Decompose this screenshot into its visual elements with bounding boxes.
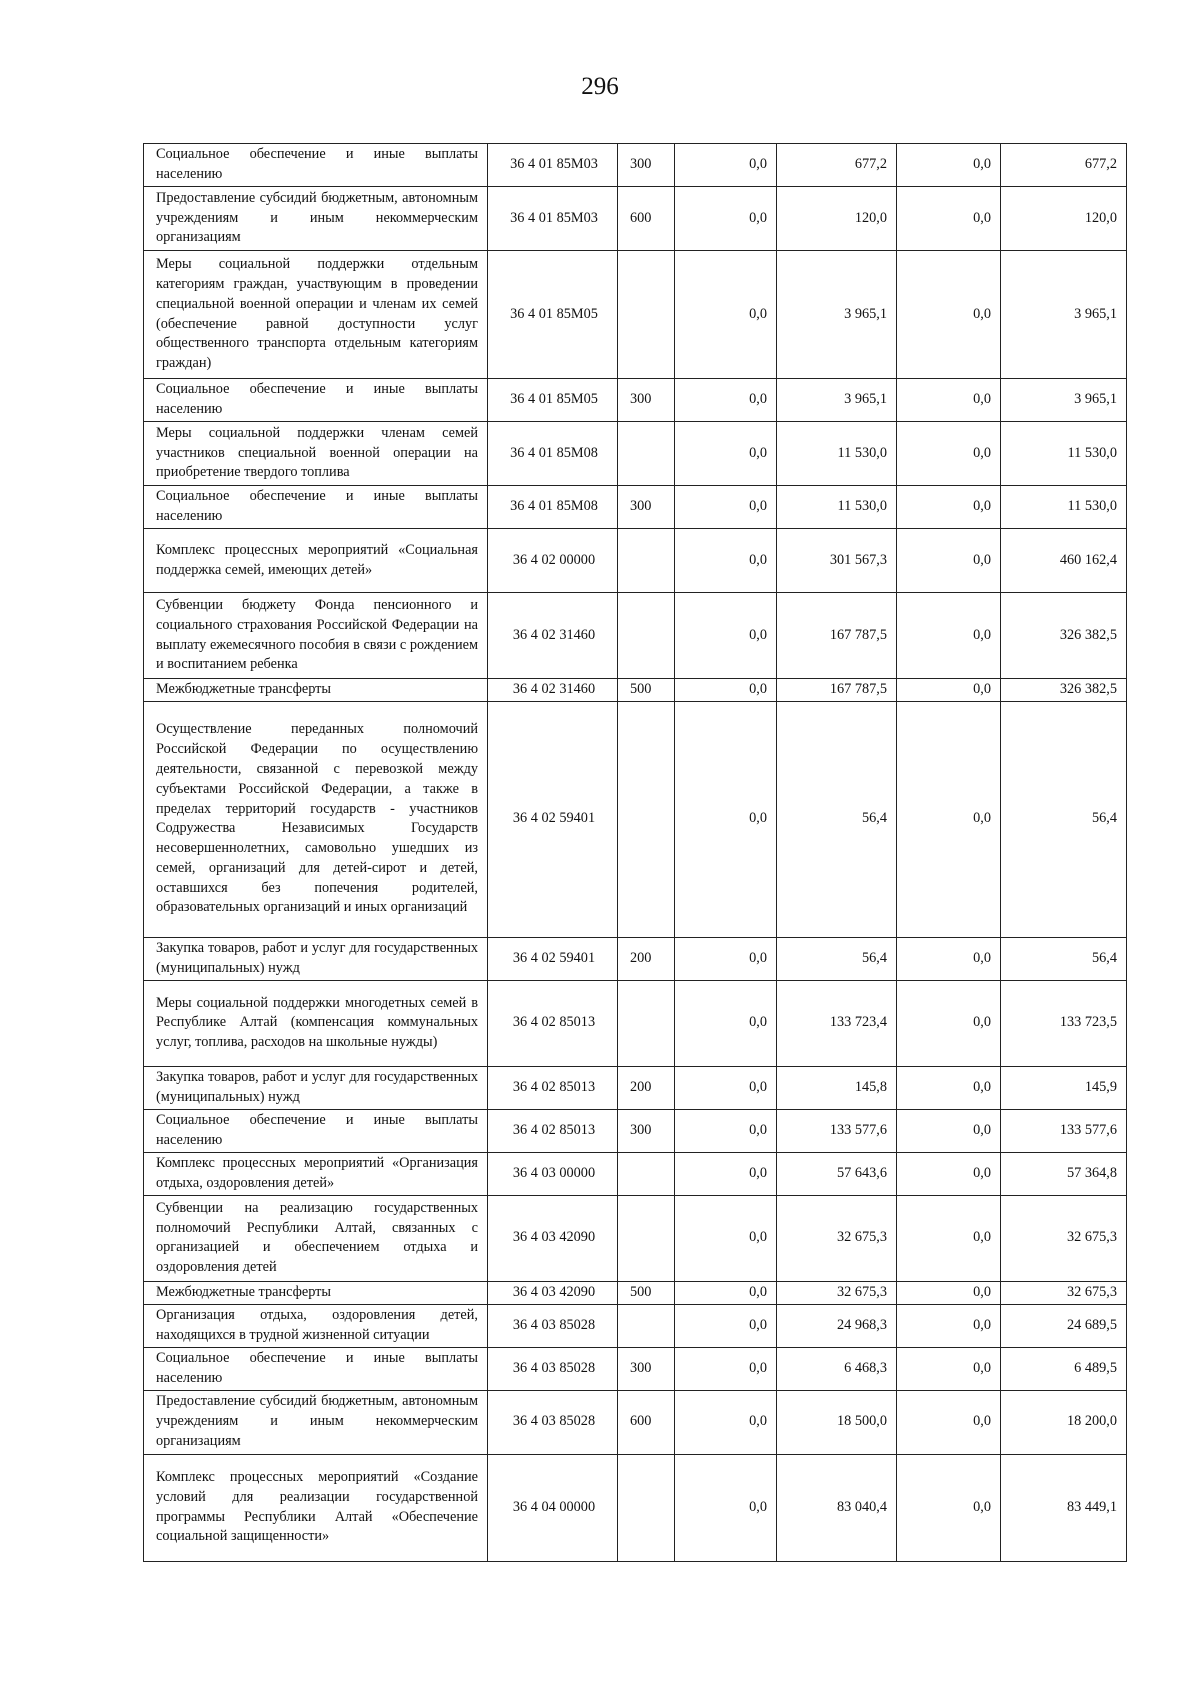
row-value-4: 677,2: [1001, 144, 1127, 187]
table-row: [144, 251, 1127, 379]
row-value-4: 56,4: [1001, 937, 1127, 980]
row-code: 36 4 03 42090: [488, 1195, 618, 1281]
row-expense-type: [618, 593, 675, 679]
table-row: [144, 1152, 1127, 1195]
row-value-1: 0,0: [675, 593, 777, 679]
table-row: [144, 679, 1127, 702]
table-row: [144, 701, 1127, 937]
row-name: Предоставление субсидий бюджетным, автономным учреждениям и иным некоммерческим организациям: [144, 1390, 488, 1454]
row-value-4: 11 530,0: [1001, 422, 1127, 486]
row-value-4: 11 530,0: [1001, 486, 1127, 529]
row-value-2: 120,0: [777, 187, 897, 251]
row-value-3: 0,0: [897, 1066, 1001, 1109]
row-name: Комплекс процессных мероприятий «Социальная поддержка семей, имеющих детей»: [144, 529, 488, 593]
row-name: Закупка товаров, работ и услуг для государственных (муниципальных) нужд: [144, 1066, 488, 1109]
row-value-4: 326 382,5: [1001, 679, 1127, 702]
row-value-1: 0,0: [675, 1066, 777, 1109]
row-expense-type: [618, 701, 675, 937]
row-value-4: 6 489,5: [1001, 1347, 1127, 1390]
row-name: Социальное обеспечение и иные выплаты населению: [144, 379, 488, 422]
row-value-4: 83 449,1: [1001, 1454, 1127, 1561]
row-name: Социальное обеспечение и иные выплаты населению: [144, 486, 488, 529]
row-code: 36 4 01 85М08: [488, 422, 618, 486]
row-expense-type: [618, 1195, 675, 1281]
row-expense-type: [618, 251, 675, 379]
row-expense-type: 300: [618, 144, 675, 187]
row-value-1: 0,0: [675, 1390, 777, 1454]
row-code: 36 4 03 00000: [488, 1152, 618, 1195]
row-value-3: 0,0: [897, 679, 1001, 702]
row-value-4: 32 675,3: [1001, 1195, 1127, 1281]
row-name: Меры социальной поддержки членам семей участников специальной военной операции на приобретение твердого топлива: [144, 422, 488, 486]
row-code: 36 4 02 85013: [488, 1066, 618, 1109]
row-value-3: 0,0: [897, 529, 1001, 593]
row-code: 36 4 03 85028: [488, 1347, 618, 1390]
row-value-1: 0,0: [675, 144, 777, 187]
row-code: 36 4 02 85013: [488, 1109, 618, 1152]
row-value-4: 326 382,5: [1001, 593, 1127, 679]
table-row: [144, 1066, 1127, 1109]
row-expense-type: 300: [618, 1109, 675, 1152]
row-name: Межбюджетные трансферты: [144, 1281, 488, 1304]
table-row: [144, 1109, 1127, 1152]
row-value-1: 0,0: [675, 1304, 777, 1347]
row-expense-type: 500: [618, 679, 675, 702]
row-value-1: 0,0: [675, 980, 777, 1066]
table-row: [144, 529, 1127, 593]
row-value-4: 57 364,8: [1001, 1152, 1127, 1195]
row-code: 36 4 01 85М08: [488, 486, 618, 529]
row-value-2: 11 530,0: [777, 422, 897, 486]
row-expense-type: 600: [618, 187, 675, 251]
table-row: [144, 980, 1127, 1066]
row-value-4: 3 965,1: [1001, 251, 1127, 379]
row-value-1: 0,0: [675, 1152, 777, 1195]
row-name: Субвенции бюджету Фонда пенсионного и социального страхования Российской Федерации на выплату ежемесячного пособия в связи с рождением и воспитанием ребенка: [144, 593, 488, 679]
row-value-2: 677,2: [777, 144, 897, 187]
row-value-4: 120,0: [1001, 187, 1127, 251]
row-value-1: 0,0: [675, 701, 777, 937]
row-value-1: 0,0: [675, 1195, 777, 1281]
row-name: Субвенции на реализацию государственных полномочий Республики Алтай, связанных с организацией и обеспечением отдыха и оздоровления детей: [144, 1195, 488, 1281]
row-value-2: 32 675,3: [777, 1281, 897, 1304]
row-code: 36 4 02 31460: [488, 593, 618, 679]
row-name: Комплекс процессных мероприятий «Организация отдыха, оздоровления детей»: [144, 1152, 488, 1195]
row-value-2: 6 468,3: [777, 1347, 897, 1390]
table-row: [144, 1195, 1127, 1281]
row-value-1: 0,0: [675, 187, 777, 251]
row-value-3: 0,0: [897, 422, 1001, 486]
row-value-4: 3 965,1: [1001, 379, 1127, 422]
row-value-1: 0,0: [675, 679, 777, 702]
row-expense-type: [618, 1454, 675, 1561]
row-value-4: 145,9: [1001, 1066, 1127, 1109]
row-name: Межбюджетные трансферты: [144, 679, 488, 702]
row-value-3: 0,0: [897, 187, 1001, 251]
row-code: 36 4 03 85028: [488, 1390, 618, 1454]
table-row: [144, 379, 1127, 422]
table-row: [144, 187, 1127, 251]
row-value-2: 3 965,1: [777, 251, 897, 379]
row-name: Осуществление переданных полномочий Российской Федерации по осуществлению деятельности, связанной с перевозкой между субъектами Российской Федерации, а также в пределах территорий государств - участников Содружества Независимых Государств несовершеннолетних, самовольно ушедших из семей, организаций для детей-сирот и детей, оставшихся без попечения родителей, образовательных организаций и иных организаций: [144, 701, 488, 937]
row-value-2: 18 500,0: [777, 1390, 897, 1454]
row-expense-type: [618, 980, 675, 1066]
row-value-2: 32 675,3: [777, 1195, 897, 1281]
row-name: Меры социальной поддержки отдельным категориям граждан, участвующим в проведении специальной военной операции и членам их семей (обеспечение равной доступности услуг общественного транспорта отдельным категориям граждан): [144, 251, 488, 379]
row-code: 36 4 01 85М05: [488, 251, 618, 379]
row-value-3: 0,0: [897, 379, 1001, 422]
row-value-3: 0,0: [897, 1390, 1001, 1454]
row-value-2: 56,4: [777, 937, 897, 980]
table-row: [144, 1454, 1127, 1561]
row-code: 36 4 02 59401: [488, 937, 618, 980]
row-expense-type: 500: [618, 1281, 675, 1304]
row-value-3: 0,0: [897, 1109, 1001, 1152]
row-code: 36 4 02 85013: [488, 980, 618, 1066]
row-value-2: 133 577,6: [777, 1109, 897, 1152]
row-code: 36 4 03 85028: [488, 1304, 618, 1347]
row-name: Социальное обеспечение и иные выплаты населению: [144, 1347, 488, 1390]
row-name: Предоставление субсидий бюджетным, автономным учреждениям и иным некоммерческим организациям: [144, 187, 488, 251]
row-expense-type: 600: [618, 1390, 675, 1454]
row-expense-type: [618, 422, 675, 486]
row-expense-type: [618, 529, 675, 593]
row-value-3: 0,0: [897, 1304, 1001, 1347]
table-row: [144, 422, 1127, 486]
row-value-2: 133 723,4: [777, 980, 897, 1066]
row-expense-type: 300: [618, 1347, 675, 1390]
row-expense-type: 200: [618, 1066, 675, 1109]
row-value-3: 0,0: [897, 1454, 1001, 1561]
table-row: [144, 144, 1127, 187]
row-value-3: 0,0: [897, 701, 1001, 937]
row-code: 36 4 02 59401: [488, 701, 618, 937]
page-number: 296: [581, 73, 619, 100]
row-value-3: 0,0: [897, 486, 1001, 529]
row-value-4: 56,4: [1001, 701, 1127, 937]
table-row: [144, 1347, 1127, 1390]
row-value-3: 0,0: [897, 1152, 1001, 1195]
row-value-2: 57 643,6: [777, 1152, 897, 1195]
row-code: 36 4 01 85М03: [488, 144, 618, 187]
table-row: [144, 1281, 1127, 1304]
row-value-4: 133 577,6: [1001, 1109, 1127, 1152]
row-value-2: 301 567,3: [777, 529, 897, 593]
row-expense-type: [618, 1304, 675, 1347]
row-value-2: 83 040,4: [777, 1454, 897, 1561]
row-value-1: 0,0: [675, 529, 777, 593]
table-row: [144, 937, 1127, 980]
row-value-1: 0,0: [675, 1109, 777, 1152]
row-value-3: 0,0: [897, 1347, 1001, 1390]
row-name: Закупка товаров, работ и услуг для государственных (муниципальных) нужд: [144, 937, 488, 980]
row-code: 36 4 02 00000: [488, 529, 618, 593]
row-expense-type: 200: [618, 937, 675, 980]
row-value-1: 0,0: [675, 1281, 777, 1304]
table-row: [144, 1304, 1127, 1347]
row-value-2: 3 965,1: [777, 379, 897, 422]
row-value-4: 24 689,5: [1001, 1304, 1127, 1347]
row-expense-type: [618, 1152, 675, 1195]
row-value-2: 24 968,3: [777, 1304, 897, 1347]
row-value-4: 32 675,3: [1001, 1281, 1127, 1304]
table-row: [144, 593, 1127, 679]
row-name: Меры социальной поддержки многодетных семей в Республике Алтай (компенсация коммунальных услуг, топлива, расходов на школьные нужды): [144, 980, 488, 1066]
row-value-3: 0,0: [897, 251, 1001, 379]
row-value-3: 0,0: [897, 593, 1001, 679]
row-code: 36 4 01 85М05: [488, 379, 618, 422]
row-value-1: 0,0: [675, 251, 777, 379]
row-value-2: 167 787,5: [777, 679, 897, 702]
row-value-2: 145,8: [777, 1066, 897, 1109]
table-row: [144, 1390, 1127, 1454]
row-value-2: 11 530,0: [777, 486, 897, 529]
row-value-1: 0,0: [675, 379, 777, 422]
row-expense-type: 300: [618, 379, 675, 422]
row-expense-type: 300: [618, 486, 675, 529]
row-code: 36 4 01 85М03: [488, 187, 618, 251]
row-value-4: 133 723,5: [1001, 980, 1127, 1066]
row-value-3: 0,0: [897, 1281, 1001, 1304]
row-value-1: 0,0: [675, 486, 777, 529]
row-value-4: 18 200,0: [1001, 1390, 1127, 1454]
row-value-1: 0,0: [675, 937, 777, 980]
row-value-3: 0,0: [897, 1195, 1001, 1281]
row-code: 36 4 04 00000: [488, 1454, 618, 1561]
row-value-4: 460 162,4: [1001, 529, 1127, 593]
row-name: Комплекс процессных мероприятий «Создание условий для реализации государственной программы Республики Алтай «Обеспечение социальной защищенности»: [144, 1454, 488, 1561]
row-value-1: 0,0: [675, 422, 777, 486]
row-value-1: 0,0: [675, 1347, 777, 1390]
row-value-1: 0,0: [675, 1454, 777, 1561]
row-code: 36 4 02 31460: [488, 679, 618, 702]
row-name: Социальное обеспечение и иные выплаты населению: [144, 1109, 488, 1152]
row-code: 36 4 03 42090: [488, 1281, 618, 1304]
table-row: [144, 486, 1127, 529]
row-value-3: 0,0: [897, 144, 1001, 187]
row-value-2: 167 787,5: [777, 593, 897, 679]
budget-table: [143, 143, 1127, 1562]
row-value-3: 0,0: [897, 937, 1001, 980]
row-name: Социальное обеспечение и иные выплаты населению: [144, 144, 488, 187]
row-name: Организация отдыха, оздоровления детей, находящихся в трудной жизненной ситуации: [144, 1304, 488, 1347]
row-value-2: 56,4: [777, 701, 897, 937]
row-value-3: 0,0: [897, 980, 1001, 1066]
